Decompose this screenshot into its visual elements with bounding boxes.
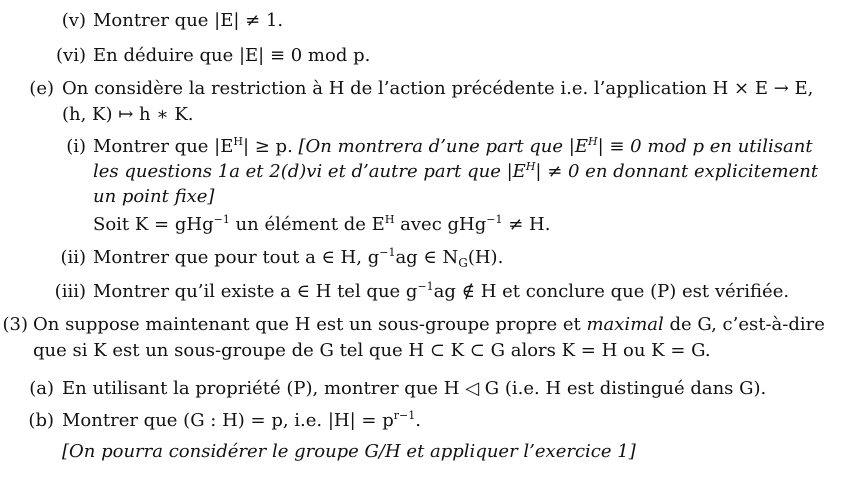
superscript: H: [384, 213, 395, 226]
item-text-line-1: Montrer que (G : H) = p, i.e. $|H| = p^{r-1}$.: [62, 409, 421, 431]
hint-text-line-2: les questions 1a et 2(d)vi et d’autre part que $|E^H| \ne 0$ en donnant explicitement: [93, 160, 819, 182]
hint-text: [On pourra considérer le groupe G/H et appliquer l’exercice 1]: [62, 441, 636, 462]
text-part: | ≥ p.: [242, 136, 299, 157]
item-text: Montrer qu’il existe a ∈ H tel que $g^{-1}ag$ ∉ H et conclure que (P) est vérifiée.: [93, 280, 790, 302]
hint-text-line-3: un point fixe]: [93, 186, 215, 207]
item-text: Montrer que |E| ≠ 1.: [93, 10, 284, 31]
item-label: (v): [61, 10, 86, 31]
superscript: −1: [417, 280, 434, 293]
item-label: (b): [28, 410, 54, 431]
item-text: En utilisant la propriété (P), montrer que H ◁ G (i.e. H est distingué dans G).: [62, 378, 767, 399]
item-text-line-1: On suppose maintenant que H est un sous-groupe propre et maximal de G, c’est-à-dire: [33, 314, 825, 335]
item-label: (3): [2, 314, 28, 335]
item-text-line-2: que si K est un sous-groupe de G tel que H ⊂ K ⊂ G alors K = H ou K = G.: [33, 340, 711, 361]
item-label: (vi): [56, 45, 86, 66]
item-label: (e): [29, 78, 54, 99]
superscript: H: [587, 135, 598, 148]
item-text: Montrer que pour tout a ∈ H, $g^{-1}ag$ ∈ $N_G(H)$.: [93, 246, 504, 270]
text-part: Montrer que |E: [93, 136, 234, 157]
item-text-line-1: [93, 134, 813, 159]
hint-text: [On montrera d’une part que $|E^H| \equiv 0$ mod p en utilisant: [298, 135, 813, 157]
superscript: H: [525, 160, 536, 173]
subscript: G: [458, 256, 468, 270]
superscript: −1: [486, 213, 503, 226]
item-label: (iii): [54, 281, 86, 302]
item-text-line-2: (h, K) ↦ h ∗ K.: [62, 104, 194, 125]
superscript: H: [233, 135, 243, 148]
item-text: En déduire que |E| ≡ 0 mod p.: [93, 45, 371, 66]
superscript: −1: [213, 213, 230, 226]
item-label: (ii): [60, 247, 86, 268]
superscript: −1: [379, 246, 396, 259]
item-label: (a): [29, 378, 54, 399]
item-text-line-4: Soit K = gHg$^{-1}$ un élément de $E^H$ avec gHg$^{-1}$ ≠ H.: [93, 213, 551, 235]
emphasis-text: maximal: [586, 314, 664, 335]
item-label: (i): [66, 136, 86, 157]
item-text-line-1: On considère la restriction à H de l’action précédente i.e. l’application H × E → E,: [62, 78, 814, 99]
superscript: r−1: [393, 409, 416, 422]
